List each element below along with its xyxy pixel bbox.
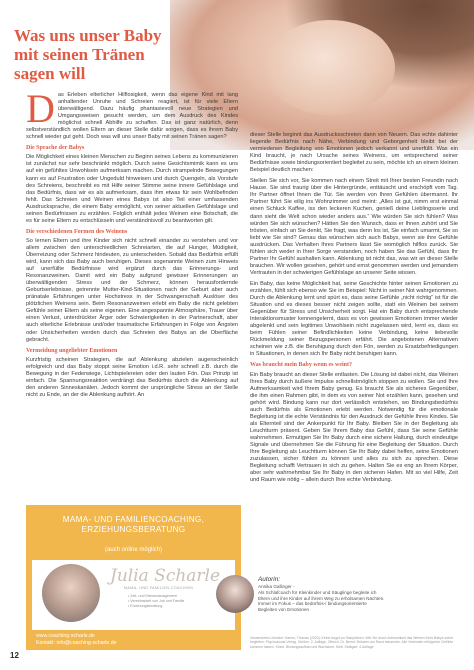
headline-line-2: mit seinen Tränen (14, 45, 145, 64)
right-paragraph-3: Ein Baby, das keine Möglichkeit hat, seine Geschichte hinter seinen Emotionen zu erzählen, fühlt sich ebenso wie Sie im Beispiel: Nicht in seiner Not wahrgenommen. Durch die Ablenkung lernt und spürt es, dass seine Gefühle „nicht richtig“ ist für die Situation und es dieses besser nicht zeigen sollte, statt ein Weinen bei seinem Gegenüber für Stress und Unsicherheit sorgt. Hat ein Baby durch entsprechende Interaktionsmuster kennengelernt, dass es von gewissen Emotionen immer wieder abgelenkt und sein legitimes Unwohlsein nicht zugelassen wird, lernt es, dass es beim Fühlen seiner Befindlichkeiten keine Verbindung, keine liebevolle Rückmeldung seiner Bezugspersonen erfährt. Die angebotenen Alternativen scheinen wie z.B. die Beruhigung durch den Fön, werden zu Ersatzbefriedigungen in Situationen, in denen sich Ihr Baby nicht beruhigen kann. (250, 280, 458, 358)
section-body-formen: So lernen Eltern und ihre Kinder sich nicht schnell einander zu verstehen und vor allem zwischen den unterschiedlichen Schreiarten, die auf Hunger, Müdigkeit, Überreizung oder Schmerz hindeuten, zu unterscheiden. Sobald das Bedürfnis erfüllt wird, kann sich das Baby auch beruhigen. Dieses sogenannte Weinen zum Hinweis auf unerfüllte Bedürfnisse wird ergänzt durch das Erinnerungs- und Resonanzweinen. Damit wird ein Baby aufgrund gewisser Erinnerungen an überwältigenden Stress und der Schmerz, können herausfordernde Geburtserlebnisse, getrennte Mutter-Kind-Situationen nach der Geburt aber auch pränatale Erfahrungen unter Hochstress in der Schwangerschaft Auslöser des plötzlichen Weinens sein. Beim Resonanzweinen erlebt ein Baby die nicht gelebten Gefühle seiner Eltern als seine eigenen. Eine angespannte Atmosphäre, Trauer über einen Verlust, unterdrückter Ärger oder Schwierigkeiten in der Partnerschaft, aber auch elterliche Erlebnisse und/oder traumatische Erfahrungen in Folge von Ängsten oder Unsicherheiten werden durch das Schreien des Babys an die Oberfläche gebracht. (26, 237, 238, 343)
ad-title-line-1: MAMA- UND FAMILIENCOACHING, (62, 515, 205, 524)
ad-email-link[interactable]: Kontakt: info@coaching-scharle.de (36, 640, 117, 646)
ad-service-item: • Vereinbarkeit von Job und Familie (128, 599, 185, 603)
ad-services-list (128, 594, 184, 609)
section-heading-braucht: Was braucht mein Baby wenn es weint? (250, 362, 353, 369)
page-number: 12 (10, 651, 19, 660)
right-column (250, 132, 458, 488)
section-body-vermeidung: Kurzfristig scheinen Strategien, die auf Ablenkung abzielen augenscheinlich erfolgreich und das Baby stoppt seine Emotion i.d.R. sehr schnell z.B. durch die Bewegung in der Federwiege, Lichtspielereien oder den lauten Fön. Das Prinzip ist einfach. Die Spannungsreaktion verdrängt das Bedürfnis durch die Ablenkung auf den anderen Sinneskanälen. Jedoch kommt der ursprüngliche Stress an der Stelle nicht zu Ende, an der die Ablenkung aufhört. An (26, 356, 238, 398)
ad-service-item: • Zeit- und Stressmanagement (128, 594, 177, 598)
coaching-advertisement[interactable] (26, 505, 241, 650)
section-body-braucht: Ein Baby braucht an dieser Stelle entlasten. Die Lösung ist dabei nicht, das Weinen Ihres Baby durch äußere Impulse schnellstmöglich stoppen zu wollen. Sie und Ihre Aufmerksamkeit wird Ihrem Baby genug. Es braucht Sie als sicheres Gegenüber, die ihm einen Rahmen gibt, in dem es von seiner Not erzählen kann, gesehen und gehört wird. Bindung kann nur dort verlässlich entstehen, wo Bindungsbedürfnis auch Bedürfnis als Emotionen erlebt werden. Notwendig für die emotionale Begleitung ist die echte Verständnis für den Ausdruck der Gefühle Ihres Kindes. Sie als Elternteil sind der Ankerpunkt für Ihr Baby. Bleiben Sie in der Begleitung als Leuchtturm präsent. Geben Sie Ihrem Baby das Gefühl, dass Sie seine Gefühle wahrnehmen. Ermutigen Sie Ihr Baby durch eine sichere Haltung, durch eindeutige Signale und übernehmen Sie die Führung für eine Begleitung der Situation. Durch Ihre Begleitung als Leuchtturm können Sie Ihr Baby dabei helfen, seine Emotionen zuzulassen, sicher fühlen zu können und alles zu sich zu sprechen. Diese Begleitung schafft Vertrauen in sich zu gehen. Halten Sie es eng an Ihrem Körper, aber sehr wahrnehmbar Sie Ihr Baby in den sicheren Hafen. Mit so viel Hilfe, Zeit und Raum wie nötig – allein durch Ihre echte Verbindung. (250, 371, 458, 484)
section-heading-vermeidung: Vermeidung ungeliebter Emotionen (26, 347, 118, 354)
author-bio-line: Begleiten von Emotionen (258, 607, 310, 613)
ad-subtitle: (auch online möglich) (104, 547, 163, 553)
references: Verwendetes Literatur: Harms, Thomas (2020): Keine Angst vor Babytränen: Wie Sie durch Achtsamkeit das Weinen Ihres Babys sicher begleiten. Psychosozial Verlag, Gießen. 2. Auflage, Olbrich, Dr. Bernd: Brücken am Rand bekannter: Alle Verbinden erfolgreich Gefühle kommen lassen. Kösel, Bindungsaufbau und Wachstum, Klett. Stuttgart. 4.Auflage (250, 636, 454, 649)
intro-text: as Erleben elterlicher Hilflosigkeit, wenn das eigene Kind mit lang anhaltender Unruhe und Schreien reagiert, ist für viele Eltern überwältigend. Dazu häufig phantasievoll neue Strategien und Umgangsweisen gesucht werden, um dem Ausdruck des Kindes möglichst schnell Abhilfe zu schaffen. Das ist ganz natürlich, denn selbstverständlich wollen Eltern an dieser Stelle dafür sorgen, dass es ihrem Baby schnell wieder gut geht. Doch was will uns unser Baby mit seinen Tränen sagen? (26, 92, 238, 141)
ad-contact (36, 633, 117, 647)
dropcap: D (26, 86, 55, 131)
headline-line-1: Was uns unser Baby (14, 26, 162, 45)
author-bio-line: Annika Gallinger - (258, 584, 295, 589)
ad-title-line-2: ERZIEHUNGSBERATUNG (81, 525, 186, 534)
ad-title (26, 515, 241, 535)
intro-paragraph (26, 86, 238, 141)
coach-signature-subtitle: MAMA- UND FAMILIEN-COACHING (124, 586, 194, 590)
ad-service-item: • Erziehungsberatung (128, 604, 163, 608)
headline-line-3: sagen will (14, 64, 86, 83)
author-bio-line: Eltern und ihre Kinder auf ihrem Weg zu erholsamen Nächten. (258, 595, 385, 601)
coach-portrait (42, 564, 100, 622)
author-box (216, 575, 466, 635)
section-heading-sprache: Die Sprache der Babys (26, 145, 85, 152)
ad-website-link[interactable]: www.coaching-scharle.de (36, 633, 95, 639)
article-headline (14, 26, 214, 83)
author-bio (258, 584, 458, 613)
author-bio-line: Immer im Fokus – das bedürfnis-/ bindungsorientierte (258, 601, 367, 607)
hero-baby-head (265, 20, 395, 115)
left-column (26, 86, 238, 403)
author-avatar (216, 575, 254, 613)
ad-card (32, 560, 235, 630)
right-paragraph-2: Stellen Sie sich vor, Sie kommen nach einem Streit mit Ihrer besten Freundin nach Hause. Sie sind traurig über die Hintergründe, enttäuscht und erschöpft vom Tag. Ihr Partner öffnet Ihnen die Tür. Sie werden von Ihren Gefühlen übermannt. Ihr Partner führt Sie eilig ins Wohnzimmer und meint: „Alles ist gut, nimm erst einmal einen Schluck Kaffee, iss den leckeren Kuchen, genieß deine Lieblingsserie und dann sieht die Welt schon wieder anders aus.“ Wie würden Sie sich fühlen? Was würden Sie sich wünschen? Hätten Sie den Wunsch, dass er Ihnen zuhört und Sie trösten, einfach an Sie denkt, Sie fragt, was denn los ist, Sie einfach umarmt, Sie so liebt wie Sie sind? Genau das wünschen sich auch Babys, wenn sie ihre Gefühle ausdrücken. Das Verhalten Ihres Partners lässt Sie womöglich hilflos zurück. Sie fühlen sich weder in Ihrer Sorge verstanden, noch haben Sie das Gefühl, dass Ihr Partner Ihr Gefühl aushalten kann. Ablenkung ist nicht das, was wir an dieser Stelle brauchen. Wir wollen gesehen, gehört und ernst genommen werden und jemandem Vertrauten in der schwierigen Gefühlslage an unserer Seite wissen. (250, 178, 458, 276)
author-bio-line: Als Schlafcoach für Kleinkinder und Säuglinge begleite ich (258, 589, 377, 595)
author-label: Autorin: (258, 576, 281, 583)
section-body-sprache: Die Möglichkeit eines kleinen Menschen zu Beginn seines Lebens zu kommunizieren ist zunächst nur sehr beschränkt möglich. Durch seine Gesichtsmimik kann es uns auf ein gefühltes Unwohlsein aufmerksam machen. Durch strampelnde Bewegungen kann es auf Frustration oder Ungeduld hinweisen und durch Quengeln, als Vorstufe des Schreiens, beschreibt es mit Hilfe seiner Stimme seine innere Gefühlslage und das Bedürfnis, dass wir es als aufmerksam, dass ihm etwas für sein Wohlbefinden fehlt. Das Schreien und Weinen eines Babys ist also Teil einer umfassenden Ausdrucksprache, die einem Baby ermöglicht, von seiner aktuellen Gefühlslage und seinen Bedürfnissen zu erzählen. Folglich enthält jedes Weinen eine Botschaft, die es für seine Eltern zu entschlüsseln und verständnisvoll zu beantworten gilt. (26, 154, 238, 224)
coach-signature: Julia Scharle (110, 566, 221, 586)
right-lead-paragraph: dieser Stelle beginnt das Ausdrucksschreien dann von Neuem. Das echte dahinter liegende Bedürfnis nach Nähe, Verbindung und Geborgenheit bleibt bei der vermiedenen Begleitung von Emotionen jedoch verkannt und unerfüllt. Was ein Kind braucht, je nach Ursache seines Weinens, um entsprechend seiner Bedürfnisse sowie bindungsorientiert begleitet zu sein, möchte ich an einem kleinen Beispiel deutlich machen: (250, 132, 458, 174)
section-heading-formen: Die verschiedenen Formen des Weinens (26, 228, 128, 235)
